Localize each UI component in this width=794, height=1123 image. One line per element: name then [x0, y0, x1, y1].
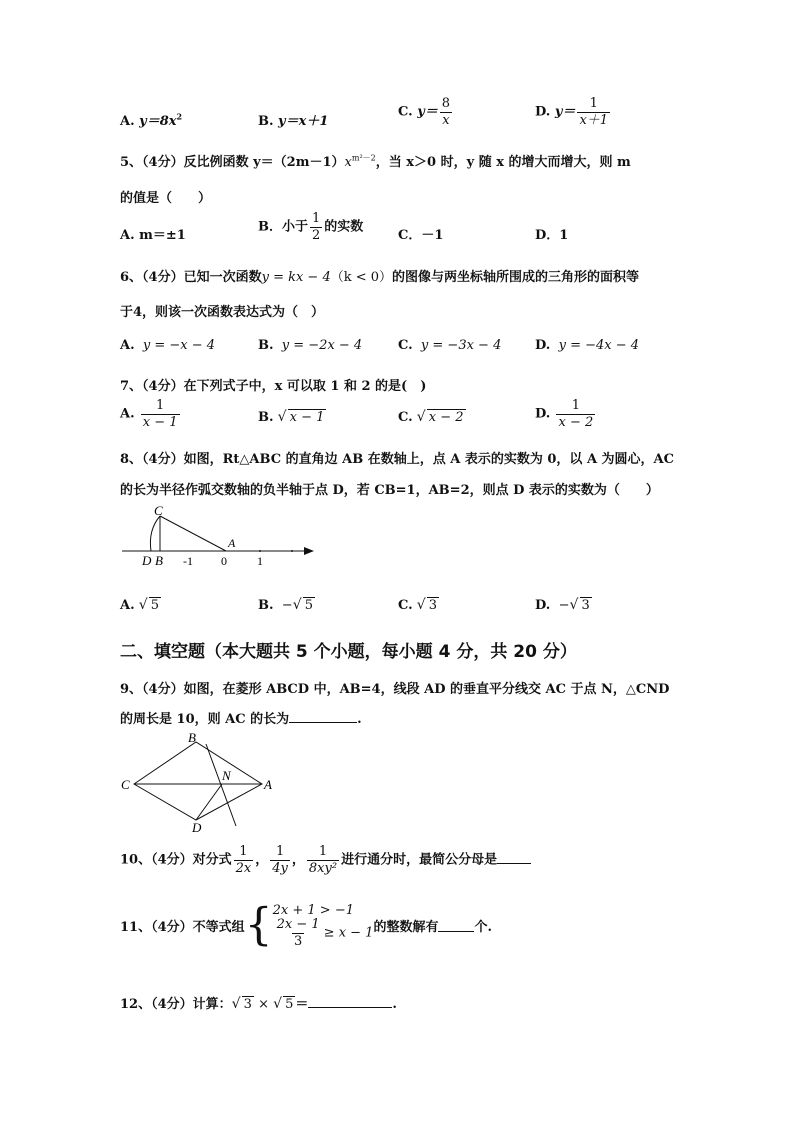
q7-stem: 7、（4分）在下列式子中，x 可以取 1 和 2 的是( ) — [120, 379, 427, 394]
label-b: B — [155, 553, 163, 568]
label-a: A — [228, 536, 236, 550]
q5-stem-line2: 的值是（ ） — [120, 191, 212, 206]
q6-stem-line2: 于4，则该一次函数表达式为（ ） — [120, 305, 325, 320]
q11-inequality-2: $\frac{2x - 1}{3}$ ≥ x − 1 — [276, 917, 374, 949]
label-d: D — [142, 553, 152, 568]
q10-answer-blank[interactable] — [497, 851, 531, 864]
segment-dn — [196, 784, 222, 820]
section-heading-fill-in: 二、填空题（本大题共 5 个小题，每小题 4 分，共 20 分） — [120, 642, 577, 662]
q8-stem-line1: 8、（4分）如图，Rt△ABC 的直角边 AB 在数轴上，点 A 表示的实数为 0，以 A 为圆心，AC — [120, 452, 674, 467]
q7-option-a: A. $\frac{1}{x - 1}$ — [120, 398, 178, 430]
q5-option-b: B．小于 $\frac{1}{2}$ 的实数 — [258, 211, 364, 243]
axis-arrow — [304, 547, 314, 555]
label-c: C — [121, 777, 130, 792]
label-a: A — [264, 777, 272, 792]
q8-option-c: C. √ 3 — [398, 598, 439, 613]
label-n: N — [222, 768, 231, 783]
tick-label-1: 1 — [257, 554, 263, 568]
q5-stem-line1: 5、（4分）反比例函数 $y=(2m-1)x^{m^2-2}$，当 x＞0 时，y 随 x 的增大而增大，则 m — [120, 153, 631, 170]
q11-inequality-1: 2x + 1 > −1 — [272, 903, 354, 918]
q7-option-d: D. $\frac{1}{x - 2}$ — [535, 398, 594, 430]
q4-option-b: B. y＝x＋1 — [258, 114, 329, 129]
q9-stem-line1: 9、（4分）如图，在菱形 ABCD 中，AB=4，线段 AD 的垂直平分线交 AC 于点 N，△CND — [120, 682, 670, 697]
tick-dot-1 — [259, 550, 261, 552]
q8-option-a: A. √ 5 — [120, 598, 161, 613]
q6-stem-line1: 6、（4分）已知一次函数y = kx − 4（k < 0）的图像与两坐标轴所围成的三角形的面积等 — [120, 270, 640, 285]
tick-label-0: 0 — [221, 554, 227, 568]
q8-number-line-figure — [118, 500, 318, 572]
label-d: D — [192, 820, 202, 834]
q8-option-d: D. −√ 3 — [535, 598, 592, 613]
tick-dot-2 — [291, 550, 293, 552]
q8-option-b: B. −√ 5 — [258, 598, 315, 613]
arc-cd — [150, 516, 160, 551]
q8-stem-line2: 的长为半径作弧交数轴的负半轴于点 D，若 CB=1，AB=2，则点 D 表示的实数为（ ） — [120, 483, 659, 498]
label-b: B — [188, 730, 196, 745]
q6-option-b: B. y = −2x − 4 — [258, 338, 363, 353]
q6-option-d: D. y = −4x − 4 — [535, 338, 640, 353]
q4-option-c: C. y＝ $\frac{8}{x}$ — [398, 96, 451, 128]
rhombus-abcd — [134, 742, 262, 820]
tick-label-neg1: -1 — [183, 554, 193, 568]
q12-stem: 12、（4分）计算：√ 3 × √ 5 ＝ . — [120, 993, 397, 1012]
q9-rhombus-figure — [118, 728, 284, 834]
q7-option-b: B. √ x − 1 — [258, 410, 326, 425]
q5-option-d: D．1 — [535, 228, 569, 243]
label-c: C — [154, 503, 163, 518]
q5-option-a: A. m＝±1 — [120, 228, 186, 243]
q9-stem-line2: 的周长是 10，则 AC 的长为 . — [120, 712, 362, 727]
system-brace: { — [244, 899, 273, 951]
q7-option-c: C. √ x − 2 — [398, 410, 466, 425]
q10-stem: 10、（4分）对分式 $\frac{1}{2x}$ ， $\frac{1}{4y}$ ， $\frac{1}{\text{8xy²}}$ 进行通分时，最简公分母是 — [120, 845, 531, 875]
q11-stem: 11、（4分）不等式组{ 2x + 1 > −1 $\frac{2x - 1}{3}$ ≥ x − 1 的整数解有 个. — [120, 899, 493, 951]
q12-answer-blank[interactable] — [308, 995, 392, 1008]
q11-answer-blank[interactable] — [438, 919, 474, 932]
q6-option-a: A. y = −x − 4 — [120, 338, 216, 353]
q4-option-d: D. y＝ $\frac{1}{x+1}$ — [535, 96, 609, 128]
q9-answer-blank[interactable] — [289, 710, 357, 723]
q4-option-a: A. $y=8x^2$ — [120, 111, 183, 129]
q5-option-c: C．－1 — [398, 228, 444, 243]
segment-ca — [160, 516, 226, 551]
q6-option-c: C. y = −3x − 4 — [398, 338, 502, 353]
